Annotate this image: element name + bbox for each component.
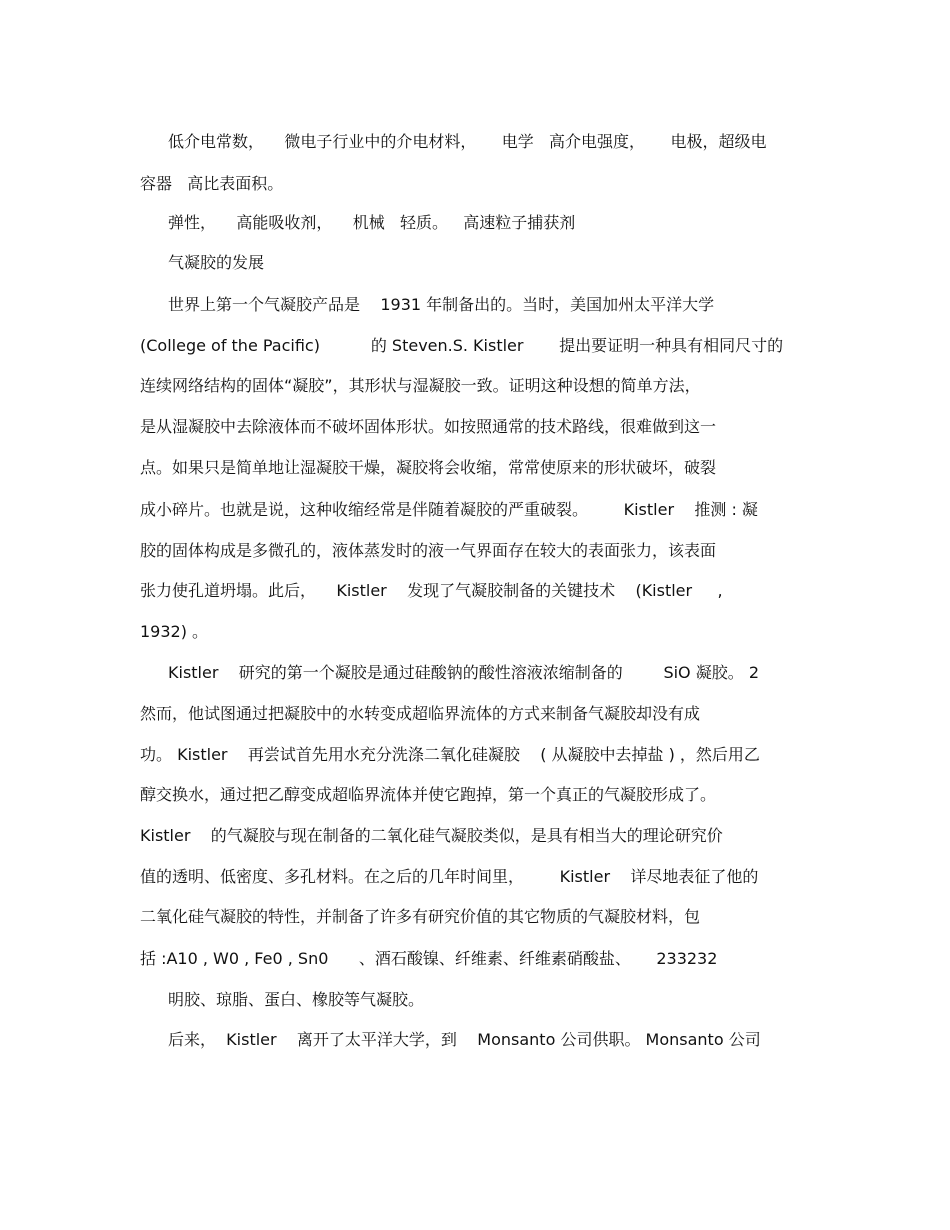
text-line: Kistler 研究的第一个凝胶是通过硅酸钠的酸性溶液浓缩制备的 SiO 凝胶。 2 (168, 663, 759, 682)
text-line: 低介电常数， 微电子行业中的介电材料， 电学 高介电强度， 电极，超级电 (168, 132, 767, 151)
text-line: 明胶、琼脂、蛋白、橡胶等气凝胶。 (168, 990, 425, 1009)
text-line: 点。如果只是简单地让湿凝胶干燥，凝胶将会收缩，常常使原来的形状破坏，破裂 (140, 458, 717, 477)
text-line: 值的透明、低密度、多孔材料。在之后的几年时间里， Kistler 详尽地表征了他的 (140, 867, 759, 886)
text-line: 醇交换水，通过把乙醇变成超临界流体并使它跑掉，第一个真正的气凝胶形成了。 (140, 785, 717, 804)
text-line: 成小碎片。也就是说，这种收缩经常是伴随着凝胶的严重破裂。 Kistler 推测 : 凝 (140, 500, 758, 519)
text-line: 世界上第一个气凝胶产品是 1931 年制备出的。当时，美国加州太平洋大学 (168, 295, 715, 314)
text-line: 后来， Kistler 离开了太平洋大学，到 Monsanto 公司供职。 Monsanto 公司 (168, 1030, 761, 1049)
text-line: 二氧化硅气凝胶的特性，并制备了许多有研究价值的其它物质的气凝胶材料，包 (140, 907, 701, 926)
text-line: 功。 Kistler 再尝试首先用水充分洗涤二氧化硅凝胶 ( 从凝胶中去掉盐 ) ，然后用乙 (140, 745, 760, 764)
text-line: 连续网络结构的固体“凝胶”，其形状与湿凝胶一致。证明这种设想的简单方法， (140, 376, 701, 395)
text-line: 括 :A10 , W0 , Fe0 , Sn0 、酒石酸镍、纤维素、纤维素硝酸盐、 233232 (140, 949, 718, 968)
section-heading: 气凝胶的发展 (168, 253, 265, 272)
text-line: 弹性， 高能吸收剂， 机械 轻质。 高速粒子捕获剂 (168, 213, 576, 232)
text-line: 是从湿凝胶中去除液体而不破坏固体形状。如按照通常的技术路线，很难做到这一 (140, 417, 717, 436)
text-line: 张力使孔道坍塌。此后， Kistler 发现了气凝胶制备的关键技术 (Kistler , (140, 581, 723, 600)
text-line: 容器 高比表面积。 (140, 174, 284, 193)
text-line: 胶的固体构成是多微孔的，液体蒸发时的液一气界面存在较大的表面张力，该表面 (140, 541, 717, 560)
text-line: (College of the Pacific) 的 Steven.S. Kistler 提出要证明一种具有相同尺寸的 (140, 336, 784, 355)
text-line: Kistler 的气凝胶与现在制备的二氧化硅气凝胶类似，是具有相当大的理论研究价 (140, 826, 723, 845)
text-line: 然而，他试图通过把凝胶中的水转变成超临界流体的方式来制备气凝胶却没有成 (140, 704, 701, 723)
text-line: 1932) 。 (140, 622, 209, 641)
